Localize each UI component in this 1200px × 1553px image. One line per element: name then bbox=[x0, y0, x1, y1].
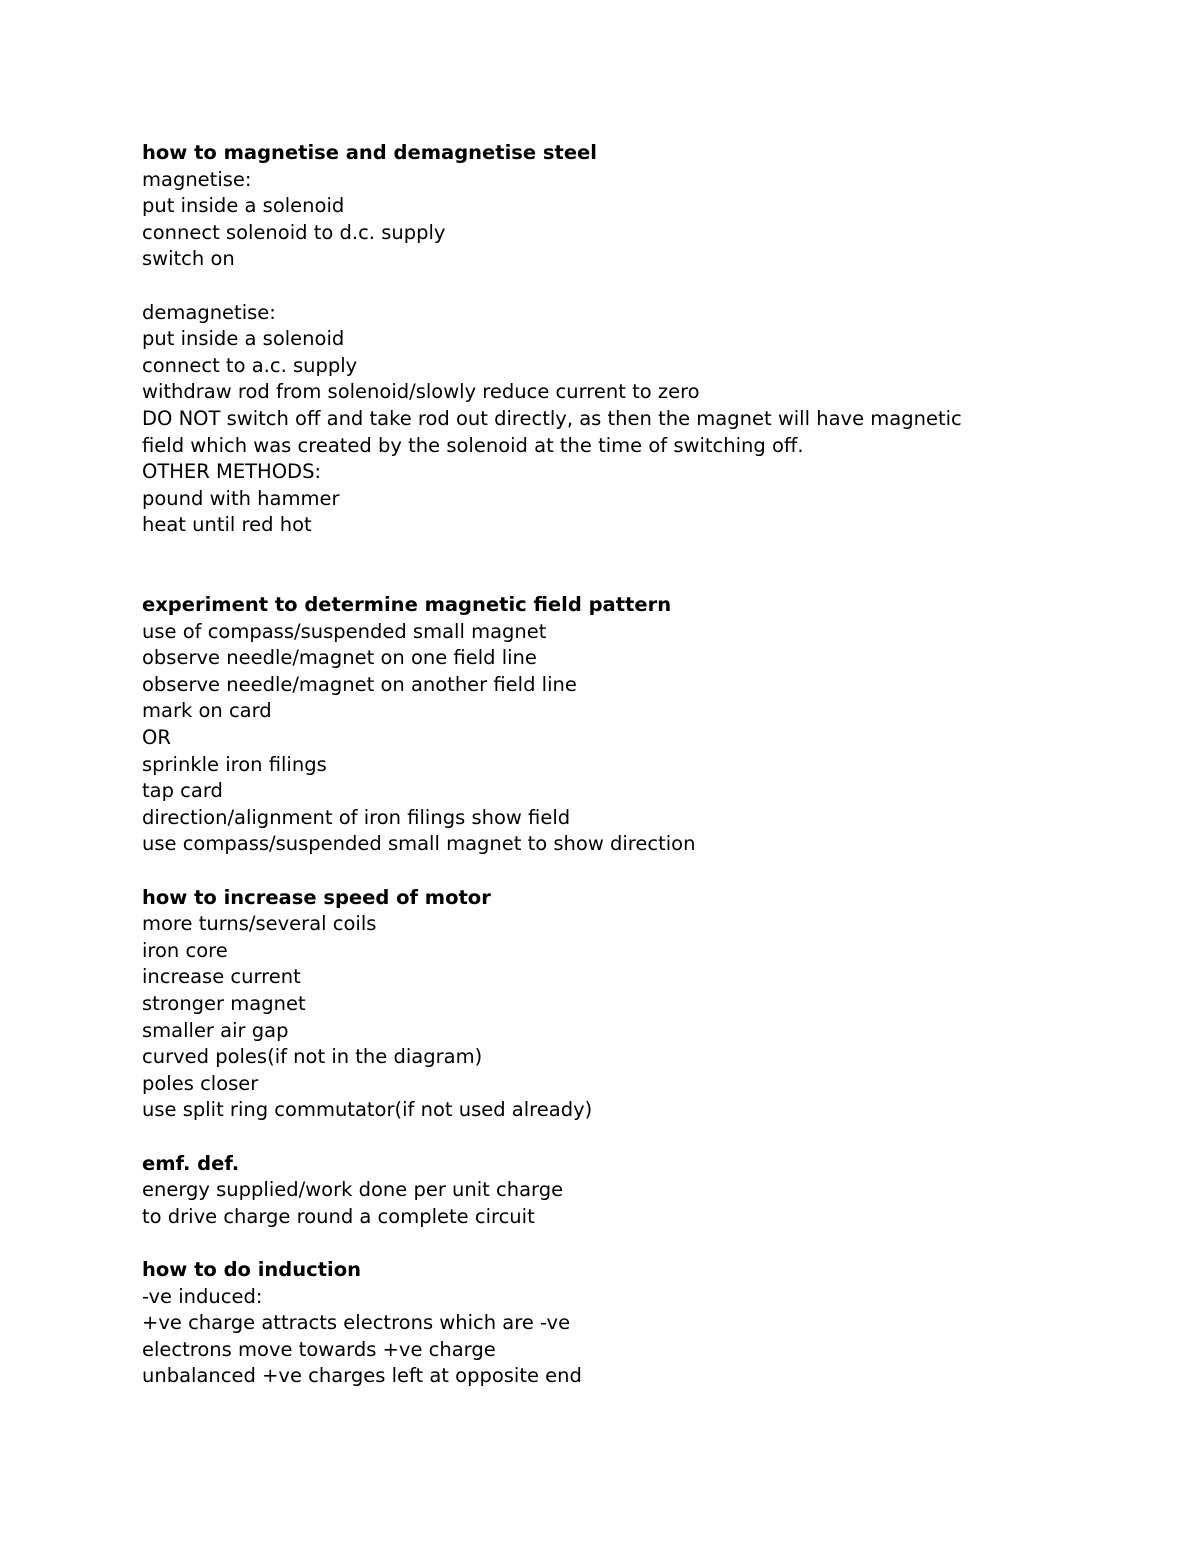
text-line: use split ring commutator(if not used already) bbox=[142, 1098, 593, 1122]
text-line: connect to a.c. supply bbox=[142, 353, 358, 377]
text-line: withdraw rod from solenoid/slowly reduce current to zero bbox=[142, 380, 700, 404]
text-line: poles closer bbox=[142, 1071, 259, 1095]
notes-content bbox=[142, 140, 1142, 1390]
section-heading: how to do induction bbox=[142, 1257, 361, 1281]
text-line: use of compass/suspended small magnet bbox=[142, 619, 547, 643]
blank-line bbox=[142, 1230, 1142, 1257]
text-line: field which was created by the solenoid at the time of switching off. bbox=[142, 433, 804, 457]
text-line: demagnetise: bbox=[142, 300, 276, 324]
section-magnetise-demagnetise bbox=[142, 140, 1142, 539]
section-magnetic-field-pattern bbox=[142, 592, 1142, 858]
text-line: direction/alignment of iron filings show field bbox=[142, 805, 571, 829]
text-line: sprinkle iron filings bbox=[142, 752, 327, 776]
blank-line bbox=[142, 566, 1142, 593]
text-line: energy supplied/work done per unit charge bbox=[142, 1178, 564, 1202]
section-heading: how to increase speed of motor bbox=[142, 885, 491, 909]
blank-line bbox=[142, 858, 1142, 885]
text-line: heat until red hot bbox=[142, 513, 312, 537]
text-line: switch on bbox=[142, 247, 235, 271]
text-line: electrons move towards +ve charge bbox=[142, 1337, 496, 1361]
section-heading: experiment to determine magnetic field pattern bbox=[142, 593, 672, 617]
text-line: OR bbox=[142, 726, 171, 750]
text-line: observe needle/magnet on another field line bbox=[142, 672, 577, 696]
text-line: put inside a solenoid bbox=[142, 194, 345, 218]
blank-line bbox=[142, 273, 1142, 300]
text-line: magnetise: bbox=[142, 167, 252, 191]
text-line: put inside a solenoid bbox=[142, 327, 345, 351]
text-line: mark on card bbox=[142, 699, 272, 723]
text-line: increase current bbox=[142, 965, 301, 989]
text-line: -ve induced: bbox=[142, 1284, 263, 1308]
text-line: curved poles(if not in the diagram) bbox=[142, 1045, 483, 1069]
section-emf-definition bbox=[142, 1151, 1142, 1231]
text-line: +ve charge attracts electrons which are -ve bbox=[142, 1311, 571, 1335]
text-line: OTHER METHODS: bbox=[142, 460, 322, 484]
text-line: connect solenoid to d.c. supply bbox=[142, 220, 446, 244]
blank-line bbox=[142, 1124, 1142, 1151]
section-motor-speed bbox=[142, 885, 1142, 1124]
text-line: pound with hammer bbox=[142, 486, 340, 510]
text-line: to drive charge round a complete circuit bbox=[142, 1204, 535, 1228]
section-heading: emf. def. bbox=[142, 1151, 240, 1175]
text-line: tap card bbox=[142, 779, 223, 803]
text-line: observe needle/magnet on one field line bbox=[142, 646, 537, 670]
text-line: DO NOT switch off and take rod out directly, as then the magnet will have magnetic bbox=[142, 406, 962, 430]
text-line: stronger magnet bbox=[142, 992, 306, 1015]
blank-line bbox=[142, 539, 1142, 566]
text-line: iron core bbox=[142, 938, 228, 962]
text-line: use compass/suspended small magnet to show direction bbox=[142, 832, 696, 856]
section-heading: how to magnetise and demagnetise steel bbox=[142, 141, 597, 164]
text-line: unbalanced +ve charges left at opposite end bbox=[142, 1364, 582, 1388]
text-line: more turns/several coils bbox=[142, 912, 377, 936]
section-induction bbox=[142, 1257, 1142, 1390]
text-line: smaller air gap bbox=[142, 1018, 289, 1042]
